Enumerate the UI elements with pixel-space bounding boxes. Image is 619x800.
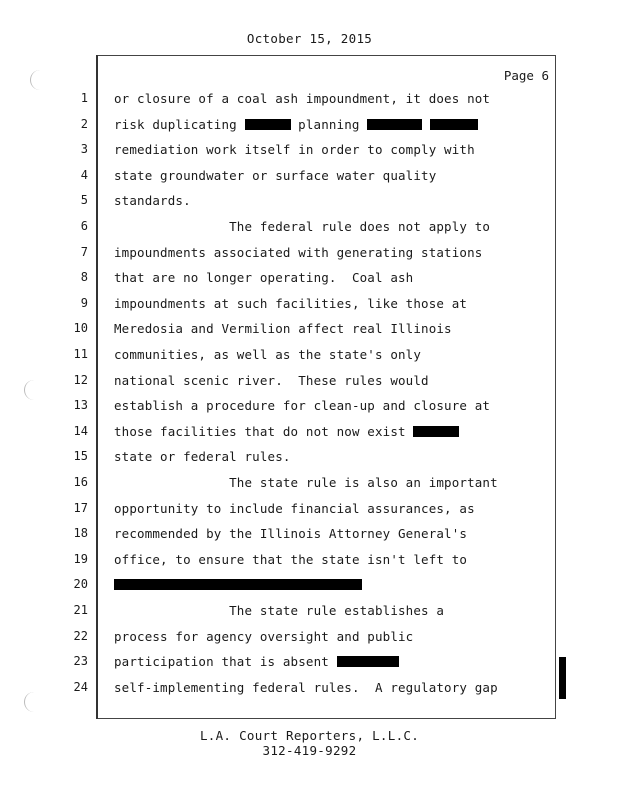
line-number: 3	[80, 142, 88, 157]
line-number: 8	[80, 270, 88, 285]
line-text-segment: or closure of a coal ash impoundment, it does not	[114, 91, 491, 106]
line-text-segment: state or federal rules.	[114, 449, 291, 465]
line-text-segment: recommended by the Illinois Attorney General's	[114, 526, 468, 542]
line-text	[114, 475, 498, 490]
redaction-block	[337, 656, 399, 667]
line-number: 18	[73, 526, 88, 541]
line-number: 4	[80, 167, 88, 182]
line-number: 7	[80, 244, 88, 259]
line-text	[114, 91, 490, 106]
line-number: 17	[73, 500, 88, 515]
line-number: 10	[73, 321, 88, 336]
line-number: 24	[73, 679, 88, 694]
side-redaction-mark	[559, 657, 566, 699]
line-text-segment: participation that is absent	[114, 654, 337, 670]
line-number: 2	[80, 116, 88, 131]
line-text-segment: The state rule is also an important	[114, 475, 498, 490]
line-text-segment: The federal rule does not apply to	[114, 219, 491, 234]
line-text	[114, 603, 444, 618]
transcript-line	[0, 654, 619, 674]
line-text-segment: process for agency oversight and public	[114, 628, 414, 644]
transcript-line	[0, 629, 619, 649]
line-text-segment: Meredosia and Vermilion affect real Illinois	[114, 321, 452, 337]
line-text-segment: establish a procedure for clean-up and closure at	[114, 398, 491, 414]
line-number: 21	[73, 603, 88, 617]
punch-hole-top	[30, 70, 40, 90]
transcript-line	[0, 526, 619, 546]
line-number: 16	[73, 475, 88, 489]
transcript-line	[0, 680, 619, 700]
footer-phone: 312-419-9292	[262, 743, 357, 758]
redaction-block	[114, 579, 362, 590]
line-text-segment: self-implementing federal rules. A regulatory gap	[114, 679, 498, 695]
line-text	[114, 680, 498, 695]
transcript-line	[0, 117, 619, 137]
line-number: 1	[80, 91, 88, 105]
line-text-segment: state groundwater or surface water quality	[114, 167, 437, 183]
line-text	[114, 193, 191, 208]
line-text	[114, 270, 413, 285]
transcript-line	[0, 168, 619, 188]
line-text-segment: office, to ensure that the state isn't left to	[114, 551, 468, 567]
transcript-line	[0, 501, 619, 521]
transcript-line	[0, 193, 619, 213]
line-text	[114, 117, 478, 132]
transcript-line	[0, 603, 619, 623]
line-text	[114, 552, 467, 567]
line-number: 20	[73, 577, 88, 592]
line-text	[114, 398, 490, 413]
line-text	[114, 629, 413, 644]
line-text-segment: remediation work itself in order to comply with	[114, 142, 475, 158]
redaction-block	[245, 119, 291, 130]
line-text	[114, 219, 490, 234]
line-text	[114, 321, 452, 336]
line-text	[114, 245, 482, 260]
line-text	[114, 168, 436, 183]
punch-hole-middle	[24, 380, 34, 400]
redaction-block	[367, 119, 422, 130]
transcript-line	[0, 142, 619, 162]
header-date: October 15, 2015	[246, 31, 373, 46]
line-number: 6	[80, 219, 88, 233]
transcript-line	[0, 91, 619, 111]
punch-hole-bottom	[24, 692, 34, 712]
line-text-segment: opportunity to include financial assurances, as	[114, 500, 475, 516]
line-text-segment: impoundments at such facilities, like those at	[114, 295, 468, 311]
line-text-segment: risk duplicating	[114, 116, 245, 132]
transcript-line	[0, 449, 619, 469]
line-text-segment: national scenic river. These rules would	[114, 372, 429, 388]
line-text	[114, 526, 467, 541]
line-text-segment	[422, 117, 430, 132]
line-text-segment: that are no longer operating. Coal ash	[114, 270, 414, 286]
line-text	[114, 577, 362, 592]
line-number: 11	[73, 347, 88, 361]
line-number: 19	[73, 551, 88, 566]
line-number: 23	[73, 654, 88, 669]
transcript-line	[0, 475, 619, 495]
line-number: 13	[73, 398, 88, 413]
transcript-line	[0, 398, 619, 418]
line-text	[114, 373, 429, 388]
transcript-line	[0, 219, 619, 239]
redaction-block	[430, 119, 478, 130]
line-text	[114, 501, 475, 516]
line-number: 14	[73, 423, 88, 438]
transcript-line	[0, 552, 619, 572]
transcript-line	[0, 245, 619, 265]
page-number: Page 6	[503, 68, 549, 83]
redaction-block	[413, 426, 459, 437]
line-text	[114, 424, 459, 439]
line-text-segment: those facilities that do not now exist	[114, 423, 414, 439]
line-text-segment: communities, as well as the state's only	[114, 347, 422, 362]
line-number: 15	[73, 449, 88, 464]
line-text	[114, 654, 399, 669]
line-number: 12	[73, 372, 88, 387]
transcript-line	[0, 373, 619, 393]
line-text	[114, 142, 475, 157]
line-text-segment: The state rule establishes a	[114, 603, 445, 618]
footer-reporter-name: L.A. Court Reporters, L.L.C.	[199, 728, 420, 743]
line-number: 22	[73, 628, 88, 643]
transcript-line	[0, 424, 619, 444]
line-number: 5	[80, 193, 88, 208]
line-text	[114, 296, 467, 311]
line-text	[114, 449, 291, 464]
transcript-line	[0, 347, 619, 367]
line-text-segment: impoundments associated with generating stations	[114, 244, 483, 260]
line-number: 9	[80, 295, 88, 310]
line-text	[114, 347, 421, 362]
transcript-line	[0, 270, 619, 290]
line-text-segment: standards.	[114, 193, 191, 209]
transcript-line	[0, 577, 619, 597]
transcript-line	[0, 321, 619, 341]
transcript-line	[0, 296, 619, 316]
line-text-segment: planning	[290, 116, 368, 132]
